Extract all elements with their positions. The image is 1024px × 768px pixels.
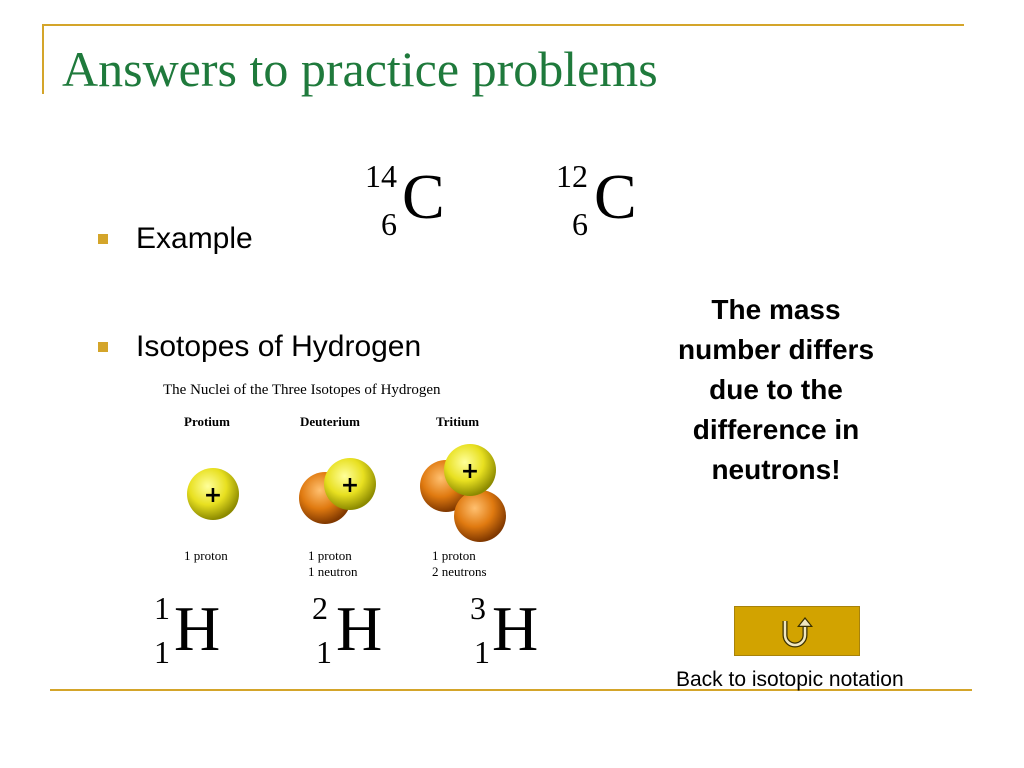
isotope-carbon-12 [530,150,660,260]
figure-title: The Nuclei of the Three Isotopes of Hydrogen [163,382,441,398]
proton-plus-sign: + [460,459,480,484]
caption-line: 2 neutrons [432,564,487,579]
protium-nucleus [187,468,239,520]
element-symbol: C [402,161,445,232]
mass-number: 1 [154,590,170,626]
caption-protium [184,548,228,564]
deuterium-nucleus [299,458,376,524]
atomic-number: 1 [154,634,170,670]
label-tritium: Tritium [436,414,480,429]
back-link-caption: Back to isotopic notation [676,668,904,691]
caption-line: 1 proton [308,548,352,563]
mass-number: 3 [470,590,486,626]
bullet-text: Example [136,222,253,255]
bullet-text: Isotopes of Hydrogen [136,330,422,363]
element-symbol: H [174,593,221,664]
bullet-square-icon [98,234,108,244]
caption-line: 1 neutron [308,564,358,579]
mass-number-callout: The mass number differs due to the difference in neutrons! [677,294,875,485]
u-turn-arrow-icon [777,613,817,649]
frame-left-line [42,24,44,94]
bullet-isotopes-hydrogen [98,330,421,364]
atomic-number: 6 [572,206,588,242]
atomic-number: 1 [316,634,332,670]
bullet-example [98,222,253,256]
hydrogen-nuclei-figure [160,378,520,588]
caption-line: 1 proton [432,548,476,563]
mass-number: 14 [365,158,397,194]
neutron-sphere [454,490,506,542]
element-symbol: H [336,593,383,664]
element-symbol: H [492,593,539,664]
atomic-number: 1 [474,634,490,670]
isotope-carbon-14 [340,150,460,260]
label-protium: Protium [184,414,230,429]
mass-number: 2 [312,590,328,626]
mass-number: 12 [556,158,588,194]
isotope-hydrogen-1 [150,590,240,680]
isotope-hydrogen-3 [470,590,560,680]
element-symbol: C [594,161,637,232]
bullet-square-icon [98,342,108,352]
proton-plus-sign: + [340,473,360,498]
back-to-notation-button[interactable] [734,606,860,656]
caption-line: 1 proton [184,548,228,563]
atomic-number: 6 [381,206,397,242]
frame-top-line [42,24,964,26]
slide-title: Answers to practice problems [62,41,658,97]
isotope-hydrogen-2 [312,590,402,680]
label-deuterium: Deuterium [300,414,360,429]
tritium-nucleus [420,444,506,542]
caption-deuterium [308,548,357,580]
proton-plus-sign: + [203,483,223,508]
caption-tritium [432,548,487,580]
